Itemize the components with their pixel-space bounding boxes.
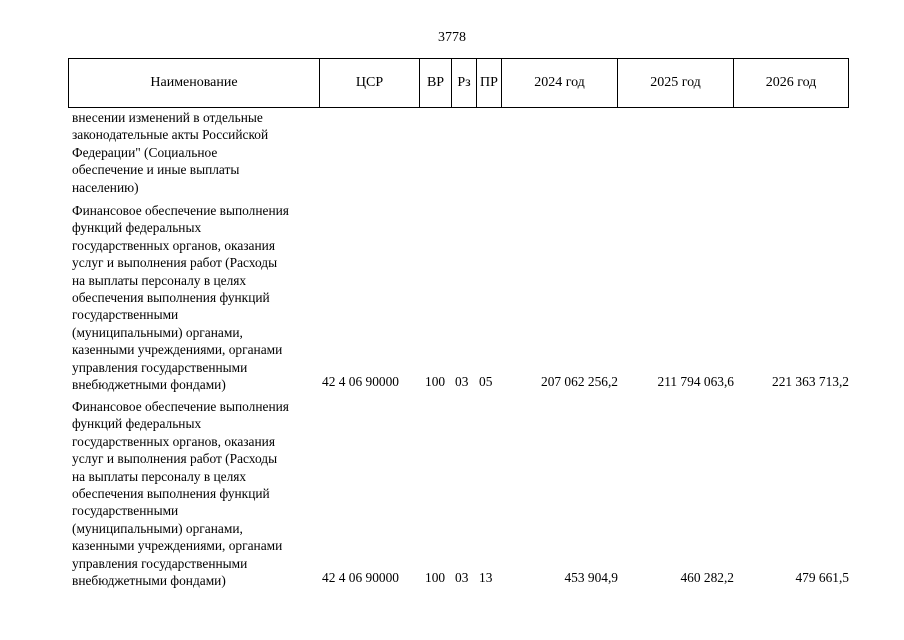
header-2025: 2025 год [650,75,701,90]
name-line: обеспечение и иные выплаты [72,162,240,178]
name-line: Финансовое обеспечение выполнения [72,203,289,218]
name-line: на выплаты персоналу в целях [72,272,247,288]
header-2024: 2024 год [534,75,585,90]
name-line: государственными [72,307,179,323]
name-line: государственных органов, оказания [72,433,275,449]
name-line: государственных органов, оказания [72,237,275,253]
row-2025: 211 794 063,6 [657,374,734,389]
header-csr: ЦСР [355,75,384,90]
header-2026: 2026 год [765,75,817,90]
name-line: функций федеральных [72,416,202,432]
name-line: государственными [72,503,179,519]
name-line: управления государственными [72,359,248,375]
name-line: функций федеральных [72,220,202,236]
name-line: обеспечения выполнения функций [72,290,270,306]
name-line: населению) [72,179,139,195]
table-row-name [72,398,318,589]
name-line: Федерации" (Социальное [72,144,218,160]
row-2024: 453 904,9 [564,570,618,585]
name-line: услуг и выполнения работ (Расходы [72,255,278,271]
row-rz: 03 [455,570,469,585]
name-line: казенными учреждениями, органами [72,342,283,358]
name-line: (муниципальными) органами, [72,520,243,536]
table-header [68,58,849,108]
name-line: на выплаты персоналу в целях [72,468,247,484]
name-line: обеспечения выполнения функций [72,486,270,502]
row-rz: 03 [455,374,469,389]
table-row-name [72,109,318,196]
header-name: Наименование [150,75,238,90]
row-2026: 221 363 713,2 [772,374,849,389]
row-vr: 100 [425,570,446,585]
table-row-name [72,202,318,393]
row-2026: 479 661,5 [795,570,849,585]
name-line: внебюджетными фондами) [72,377,226,393]
name-line: внесении изменений в отдельные [72,110,263,125]
row-pr: 13 [479,570,493,585]
row-csr: 42 4 06 90000 [322,374,399,389]
row-vr: 100 [425,374,446,389]
header-vr: ВР [426,75,445,90]
name-line: Финансовое обеспечение выполнения [72,399,289,414]
name-line: (муниципальными) органами, [72,324,243,340]
header-rz: Рз [457,75,471,90]
page-number: 3778 [438,30,466,45]
name-line: услуг и выполнения работ (Расходы [72,451,278,467]
row-2025: 460 282,2 [680,570,734,585]
header-pr: ПР [480,75,498,90]
name-line: законодательные акты Российской [72,127,269,143]
row-csr: 42 4 06 90000 [322,570,399,585]
row-2024: 207 062 256,2 [541,374,618,389]
name-line: внебюджетными фондами) [72,573,226,589]
name-line: управления государственными [72,555,248,571]
row-pr: 05 [479,374,493,389]
name-line: казенными учреждениями, органами [72,538,283,554]
